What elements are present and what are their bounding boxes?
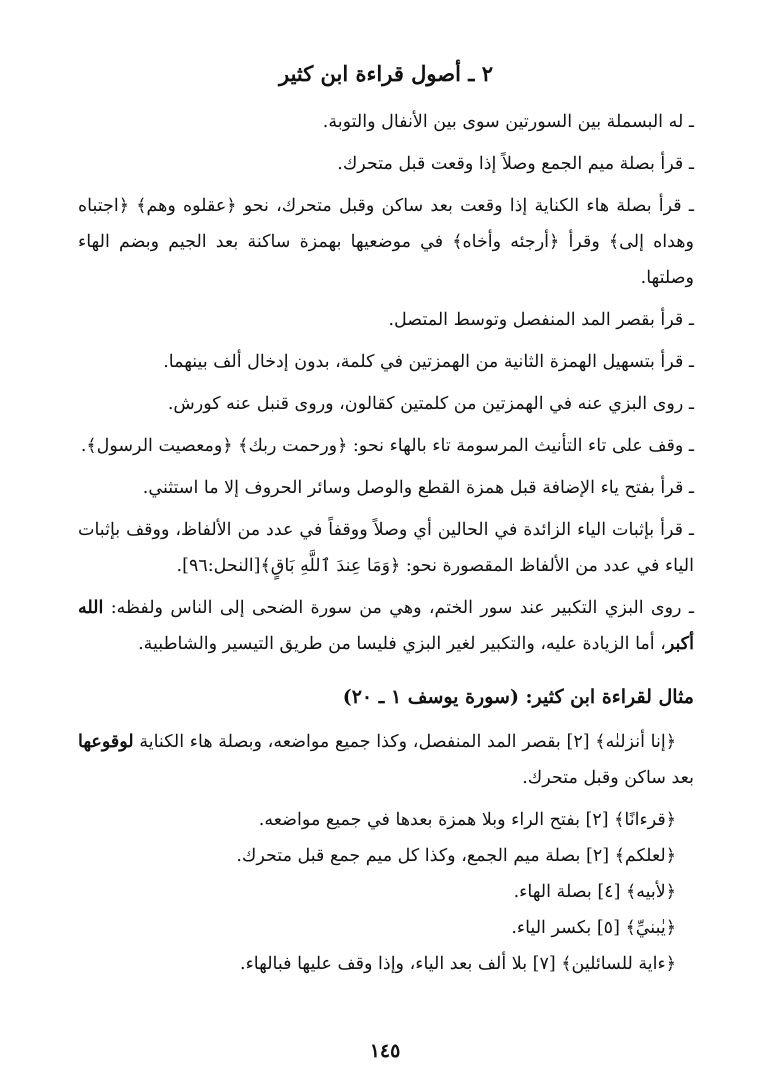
rule-takbir: [78, 590, 694, 662]
rule-hamzatain: ـ روى البزي عنه في الهمزتين من كلمتين كقالون، وروى قنبل عنه كورش.: [167, 393, 694, 414]
rule-tasheel: ـ قرأ بتسهيل الهمزة الثانية من الهمزتين في كلمة، بدون إدخال ألف بينهما.: [163, 351, 694, 372]
rule-ta-taneeth: ـ وقف على تاء التأنيث المرسومة تاء بالهاء نحو: ﴿ورحمت ربك﴾ ﴿ومعصيت الرسول﴾.: [80, 435, 694, 456]
example-item: [78, 724, 694, 796]
example-bold-word: لوقوعها: [78, 731, 134, 752]
takbir-rest: ، أما الزيادة عليه، والتكبير لغير البزي فليسا من طريق التيسير والشاطبية.: [138, 633, 666, 654]
example-rest: بعد ساكن وقبل متحرك.: [522, 767, 694, 788]
book-page: [78, 58, 694, 982]
takbir-text: ـ روى البزي التكبير عند سور الختم، وهي من سورة الضحى إلى الناس ولفظه:: [110, 597, 694, 618]
example-heading: مثال لقراءة ابن كثير: (سورة يوسف ١ ـ ٢٠): [342, 685, 694, 708]
example-item: ﴿يٰبنيِّ﴾ [٥] بكسر الياء.: [511, 917, 676, 938]
rule-ya-zaida: ـ قرأ بإثبات الياء الزائدة في الحالين أي وصلاً ووقفاً في عدد من الألفاظ، ووقف بإثبات الياء في عدد من الألفاظ المقصورة نحو: ﴿وَمَا عِندَ ٱللَّهِ بَاقٍ﴾[النحل:٩٦].: [78, 519, 695, 576]
section-heading: ٢ ـ أصول قراءة ابن كثير: [278, 61, 494, 86]
rule-ya-idafa: ـ قرأ بفتح ياء الإضافة قبل همزة القطع والوصل وسائر الحروف إلا ما استثني.: [142, 477, 694, 498]
example-text: ﴿إنا أنزلنٰه﴾ [٢] بقصر المد المنفصل، وكذا جميع مواضعه، وبصلة هاء الكناية: [139, 731, 676, 752]
example-item: ﴿ءاية للسائلين﴾ [٧] بلا ألف بعد الياء، وإذا وقف عليها فبالهاء.: [240, 953, 676, 974]
example-item: ﴿قرءانًا﴾ [٢] بفتح الراء وبلا همزة بعدها في جميع مواضعه.: [258, 809, 676, 830]
example-item: ﴿لأبيه﴾ [٤] بصلة الهاء.: [513, 881, 676, 902]
rule-basmala: ـ له البسملة بين السورتين سوى بين الأنفال والتوبة.: [322, 111, 694, 132]
rule-ha-kinaya: ـ قرأ بصلة هاء الكناية إذا وقعت بعد ساكن وقبل متحرك، نحو ﴿عقلوه وهم﴾ ﴿اجتباه وهداه إلى﴾ وقرأ ﴿أرجئه وأخاه﴾ في موضعيها بهمزة ساكنة بعد الجيم وبضم الهاء وصلتها.: [78, 195, 694, 288]
example-item: ﴿لعلكم﴾ [٢] بصلة ميم الجمع، وكذا كل ميم جمع قبل متحرك.: [236, 845, 676, 866]
rule-mim-jam: ـ قرأ بصلة ميم الجمع وصلاً إذا وقعت قبل متحرك.: [337, 153, 694, 174]
rule-madd: ـ قرأ بقصر المد المنفصل وتوسط المتصل.: [388, 309, 694, 330]
takbir-phrase: الله أكبر: [78, 597, 694, 654]
page-number: ١٤٥: [369, 1040, 401, 1062]
